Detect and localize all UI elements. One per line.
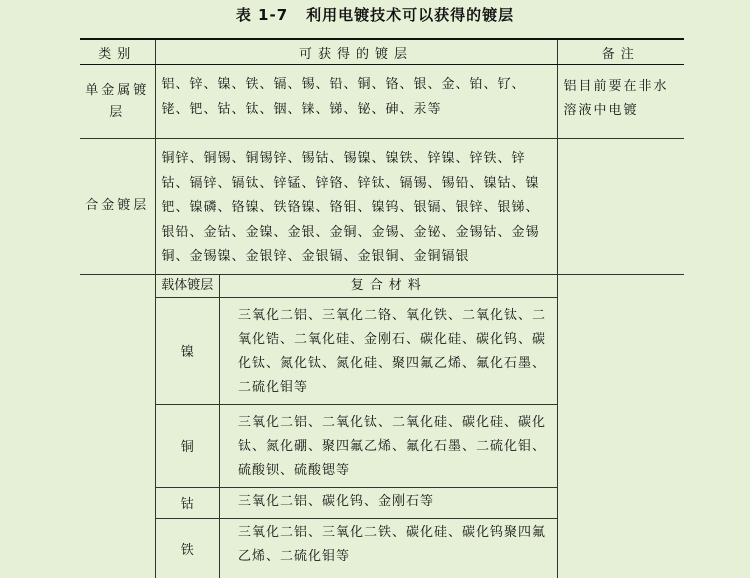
header-carrier: 载体镀层 <box>156 275 220 298</box>
row-remarks <box>557 139 684 275</box>
composite-category <box>80 274 155 578</box>
row-category: 单金属镀层 <box>80 65 155 139</box>
composite-row <box>80 274 684 578</box>
composite-materials: 三氧化二铝、碳化钨、金刚石等 <box>220 487 558 518</box>
carrier-name: 钴 <box>156 487 220 518</box>
table-row <box>156 297 558 404</box>
table-header-row <box>80 39 684 65</box>
row-content: 铜锌、铜锡、铜锡锌、锡钴、锡镍、镍铁、锌镍、锌铁、锌钴、镉锌、镉钛、锌锰、锌铬、锌钛、镉锡、锡铅、镍钴、镍钯、镍磷、铬镍、铁铬镍、铬钼、镍钨、银镉、银锌、银锑、银铅、金钴、金镍、金银、金铜、金锡、金铋、金锡钴、金锡铜、金锡镍、金银锌、金银镉、金银铜、金铜镉银 <box>155 139 557 275</box>
composite-materials: 三氧化二铝、三氧化二铁、碳化硅、碳化钨聚四氟乙烯、二硫化钼等 <box>220 518 558 578</box>
composite-materials: 三氧化二铝、二氧化钛、二氧化硅、碳化硅、碳化钛、氮化硼、聚四氟乙烯、氟化石墨、二硫化钼、硫酸钡、硫酸锶等 <box>220 404 558 487</box>
coatings-table <box>80 38 684 578</box>
carrier-name: 铁 <box>156 518 220 578</box>
row-category: 合金镀层 <box>80 139 155 275</box>
composite-subtable <box>156 275 558 578</box>
table-number: 表 1-7 <box>236 6 288 24</box>
row-remarks: 铝目前要在非水溶液中电镀 <box>557 65 684 139</box>
header-category: 类别 <box>80 39 155 65</box>
header-remarks: 备注 <box>557 39 684 65</box>
carrier-name: 镍 <box>156 297 220 404</box>
table-row <box>80 139 684 275</box>
table-row <box>80 65 684 139</box>
table-row <box>156 487 558 518</box>
table-caption: 利用电镀技术可以获得的镀层 <box>306 6 514 24</box>
header-coatings: 可获得的镀层 <box>155 39 557 65</box>
table-row <box>156 518 558 578</box>
composite-materials: 三氧化二铝、三氧化二铬、氧化铁、二氧化钛、二氧化锆、二氧化硅、金刚石、碳化硅、碳化钨、碳化钛、氮化钛、氮化硅、聚四氟乙烯、氟化石墨、二硫化钼等 <box>220 297 558 404</box>
table-title <box>0 4 750 25</box>
header-material: 复合材料 <box>220 275 558 298</box>
composite-remarks <box>557 274 684 578</box>
row-content: 铝、锌、镍、铁、镉、锡、铅、铜、铬、银、金、铂、钌、铑、钯、钴、钛、铟、铼、锑、铋、砷、汞等 <box>155 65 557 139</box>
carrier-name: 铜 <box>156 404 220 487</box>
composite-subtable-cell <box>155 274 557 578</box>
table-row <box>156 404 558 487</box>
composite-header-row <box>156 275 558 298</box>
